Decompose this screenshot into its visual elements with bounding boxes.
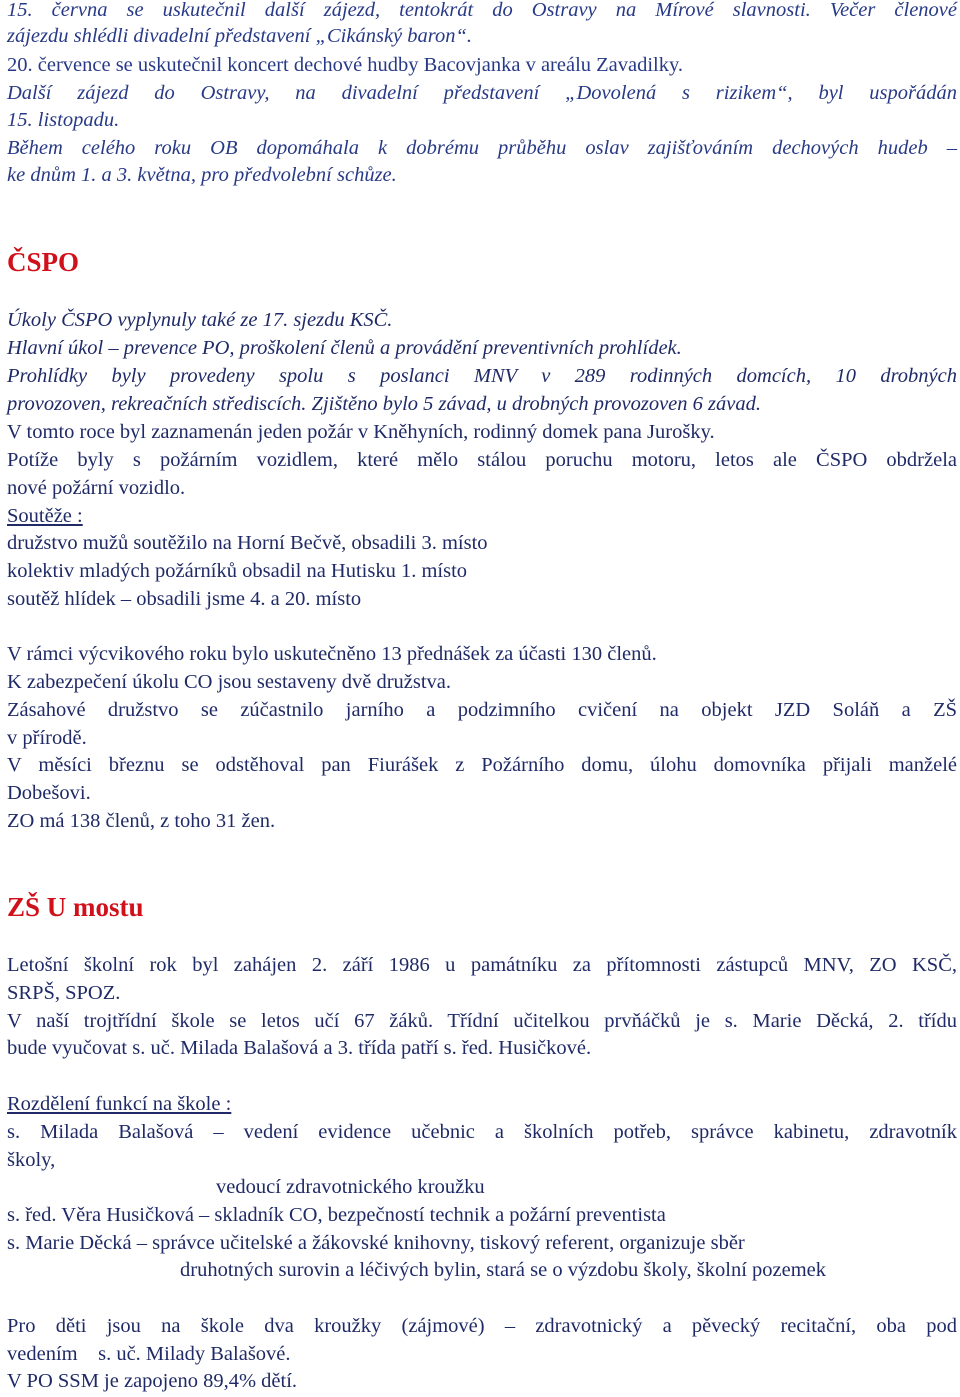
zs-krouzky-1: Pro děti jsou na škole dva kroužky (zájmové) – zdravotnický a pěvecký recitační, oba pod	[7, 1315, 957, 1337]
cspo-paragraph-1: Úkoly ČSPO vyplynuly také ze 17. sjezdu KSČ.	[7, 309, 393, 331]
soutez-item-1: družstvo mužů soutěžilo na Horní Bečvě, obsadili 3. místo	[7, 532, 488, 554]
cspo-paragraph-3b: provozoven, rekreačních střediscích. Zjištěno bylo 5 závad, u drobných provozoven 6 závad.	[7, 393, 761, 415]
intro-line-7: ke dnům 1. a 3. května, pro předvolební schůze.	[7, 164, 397, 186]
zs-paragraph-1b: SRPŠ, SPOZ.	[7, 982, 121, 1004]
cspo-members: ZO má 138 členů, z toho 31 žen.	[7, 810, 276, 832]
intro-line-5: 15. listopadu.	[7, 109, 120, 131]
rozdeleni-item-1b: školy,	[7, 1149, 56, 1171]
rozdeleni-item-3b: druhotných surovin a léčivých bylin, stará se o výzdobu školy, školní pozemek	[180, 1259, 827, 1281]
zs-heading: ZŠ U mostu	[7, 892, 144, 922]
cspo-training-2: K zabezpečení úkolu CO jsou sestaveny dvě družstva.	[7, 671, 452, 693]
intro-line-1: 15. června se uskutečnil další zájezd, tentokrát do Ostravy na Mírové slavnosti. Večer členové	[7, 0, 957, 21]
intro-line-4: Další zájezd do Ostravy, na divadelní představení „Dovolená s rizikem“, byl uspořádán	[7, 82, 957, 104]
zs-ssm: V PO SSM je zapojeno 89,4% dětí.	[7, 1370, 298, 1392]
zs-paragraph-1a: Letošní školní rok byl zahájen 2. září 1986 u památníku za přítomnosti zástupců MNV, ZO KSČ,	[7, 954, 957, 976]
rozdeleni-item-1c: vedoucí zdravotnického kroužku	[216, 1176, 485, 1198]
cspo-training-3a: Zásahové družstvo se zúčastnilo jarního a podzimního cvičení na objekt JZD Soláň a ZŠ	[7, 699, 957, 721]
intro-line-3: 20. července se uskutečnil koncert dechové hudby Bacovjanka v areálu Zavadilky.	[7, 54, 684, 76]
rozdeleni-item-2: s. řed. Věra Husičková – skladník CO, bezpečností technik a požární preventista	[7, 1204, 666, 1226]
intro-line-2: zájezdu shlédli divadelní představení „Cikánský baron“.	[7, 25, 473, 47]
soutez-item-2: kolektiv mladých požárníků obsadil na Hutisku 1. místo	[7, 560, 468, 582]
zs-paragraph-2b: bude vyučovat s. uč. Milada Balašová a 3. třída patří s. řed. Husičkové.	[7, 1037, 592, 1059]
cspo-paragraph-5a: Potíže byly s požárním vozidlem, které mělo stálou poruchu motoru, letos ale ČSPO obdržela	[7, 449, 957, 471]
cspo-paragraph-5b: nové požární vozidlo.	[7, 477, 186, 499]
cspo-paragraph-3a: Prohlídky byly provedeny spolu s poslanci MNV v 289 rodinných domcích, 10 drobných	[7, 365, 957, 387]
soutez-label: Soutěže :	[7, 505, 83, 527]
soutez-item-3: soutěž hlídek – obsadili jsme 4. a 20. místo	[7, 588, 362, 610]
rozdeleni-item-1a: s. Milada Balašová – vedení evidence učebnic a školních potřeb, správce kabinetu, zdravotník	[7, 1121, 957, 1143]
intro-line-6: Během celého roku OB dopomáhala k dobrému průběhu oslav zajišťováním dechových hudeb –	[7, 137, 957, 159]
cspo-training-4b: Dobešovi.	[7, 782, 91, 804]
cspo-training-1: V rámci výcvikového roku bylo uskutečněno 13 přednášek za účasti 130 členů.	[7, 643, 657, 665]
rozdeleni-label: Rozdělení funkcí na škole :	[7, 1093, 232, 1115]
rozdeleni-item-3a: s. Marie Děcká – správce učitelské a žákovské knihovny, tiskový referent, organizuje sběr	[7, 1232, 745, 1254]
cspo-paragraph-4: V tomto roce byl zaznamenán jeden požár v Kněhyních, rodinný domek pana Jurošky.	[7, 421, 715, 443]
cspo-training-3b: v přírodě.	[7, 727, 87, 749]
cspo-training-4a: V měsíci březnu se odstěhoval pan Fiurášek z Požárního domu, úlohu domovníka přijali manželé	[7, 754, 957, 776]
cspo-heading: ČSPO	[7, 247, 80, 277]
cspo-paragraph-2: Hlavní úkol – prevence PO, proškolení členů a provádění preventivních prohlídek.	[7, 337, 682, 359]
zs-krouzky-2: vedením s. uč. Milady Balašové.	[7, 1343, 291, 1365]
zs-paragraph-2a: V naší trojtřídní škole se letos učí 67 žáků. Třídní učitelkou prvňáčků je s. Marie Děcká, 2. třídu	[7, 1010, 957, 1032]
